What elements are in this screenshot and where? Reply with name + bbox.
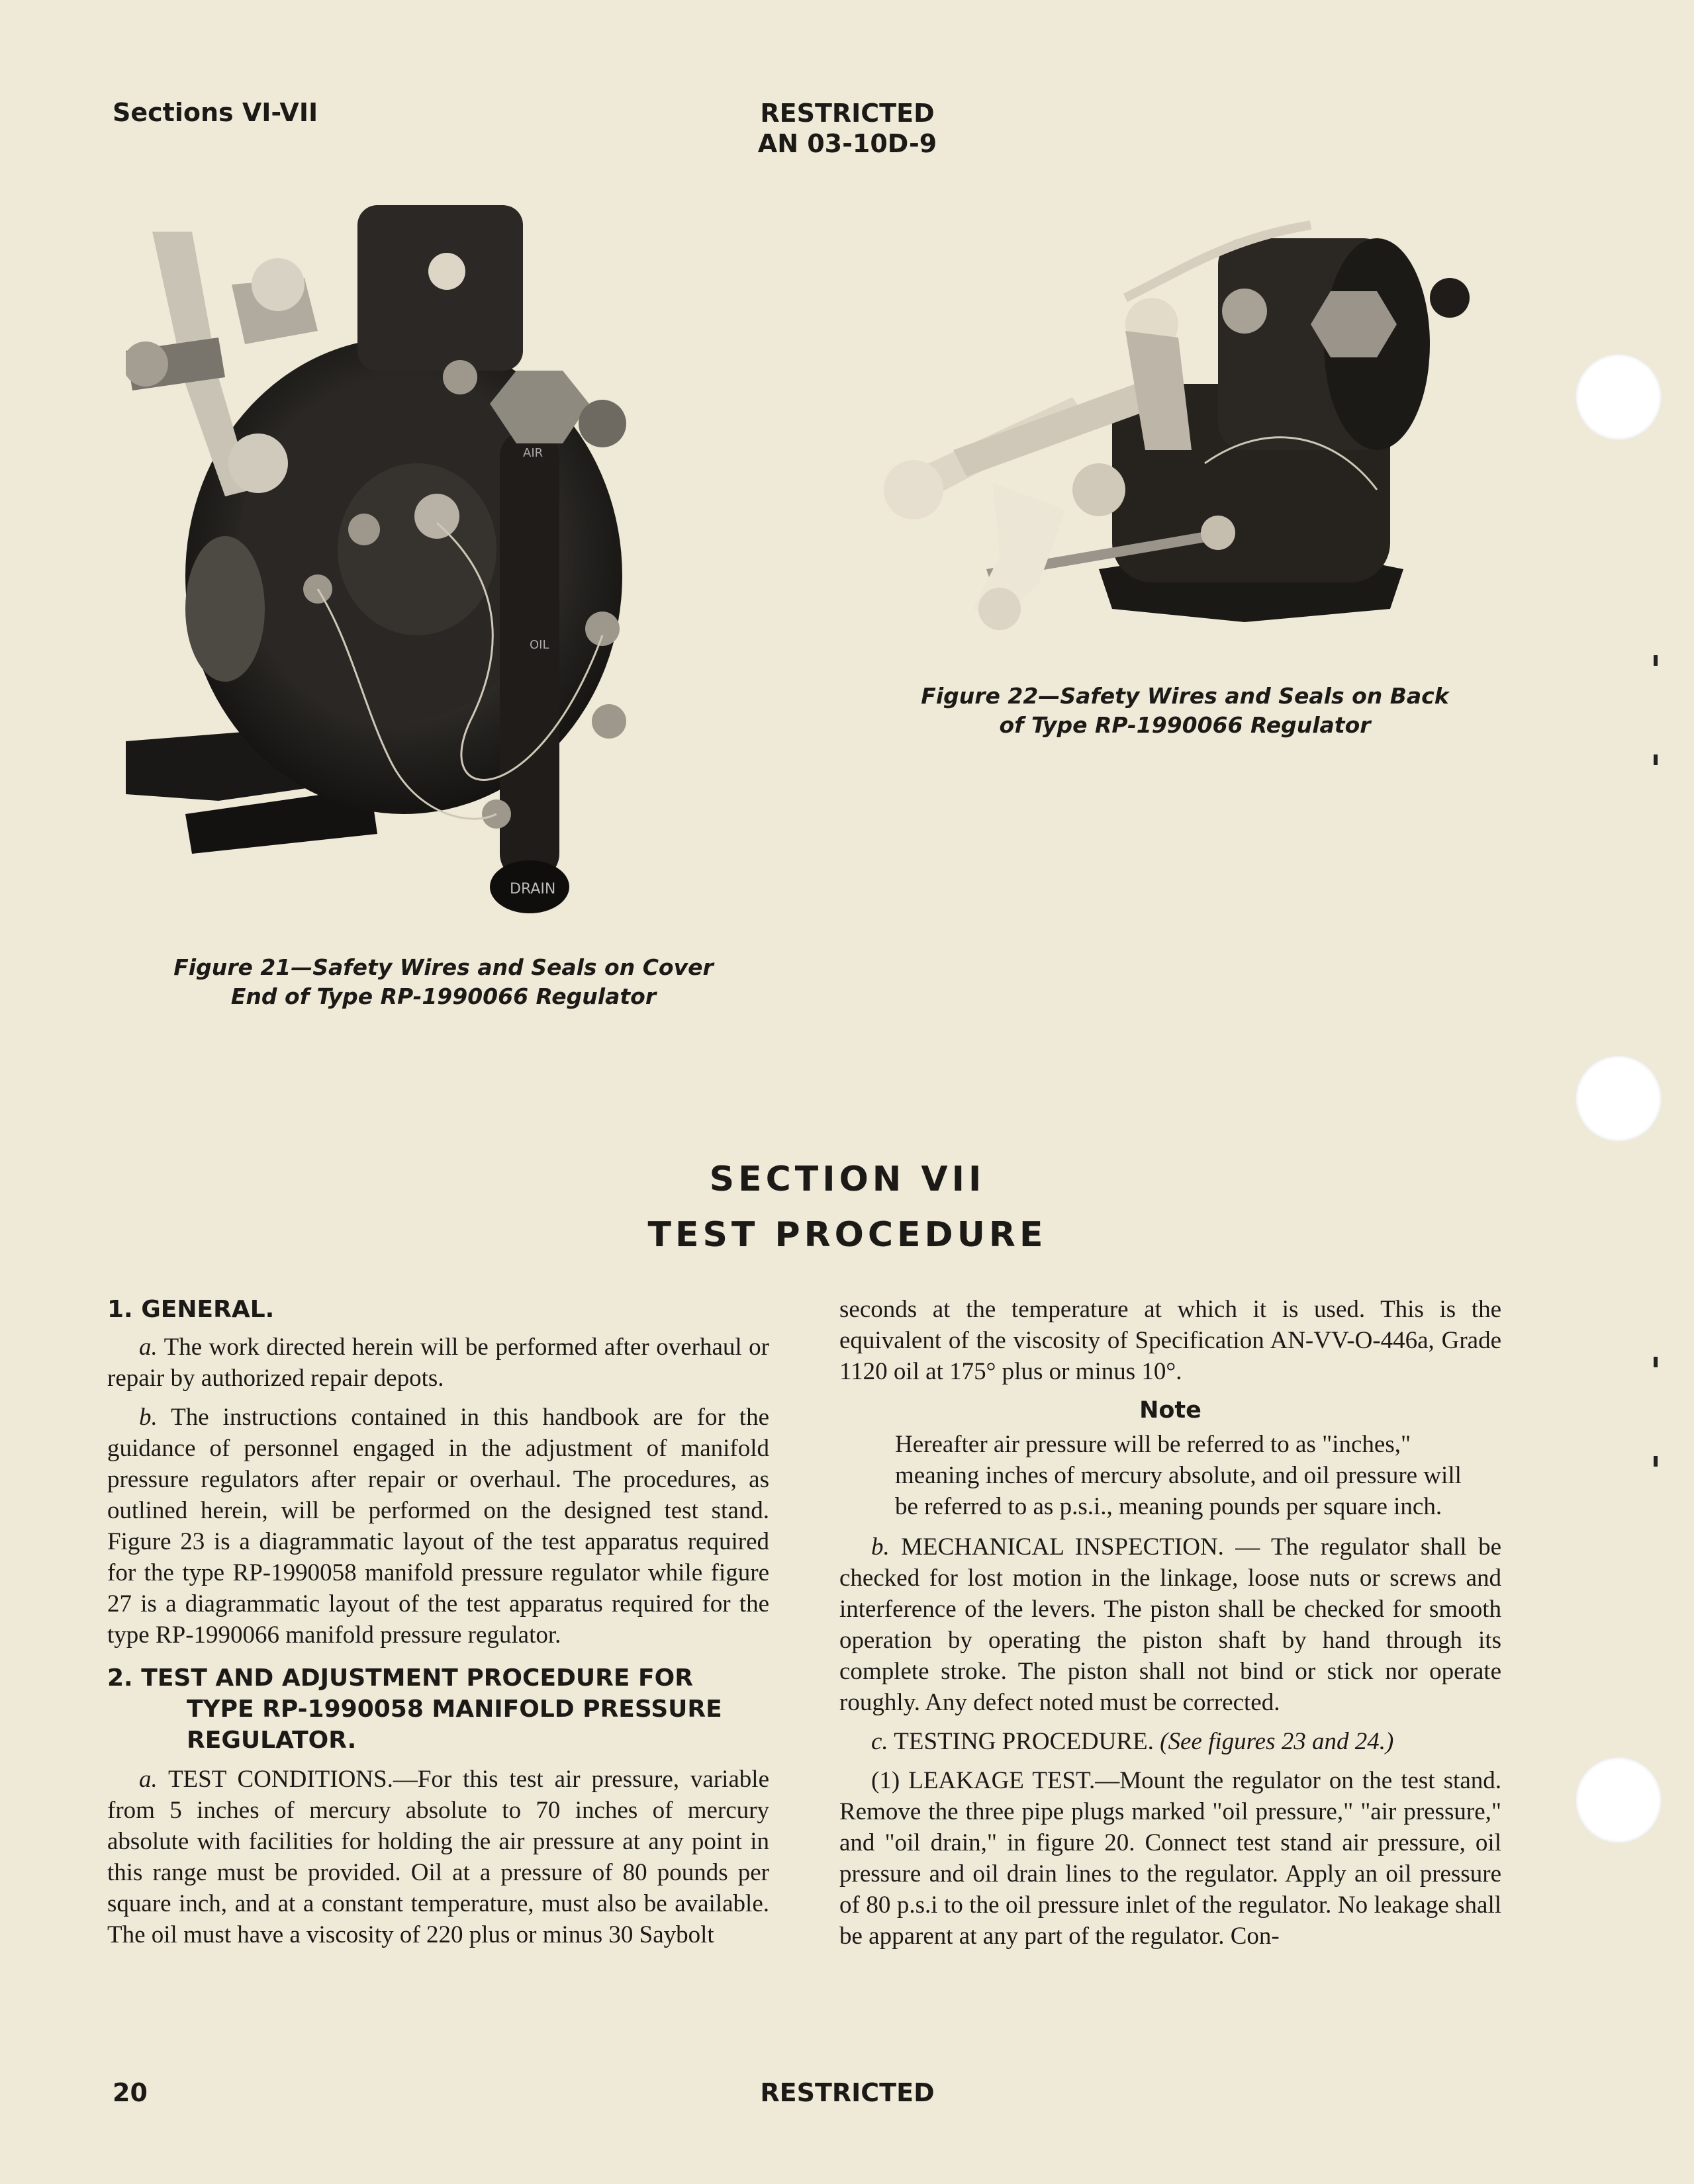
header-document-number: AN 03-10D-9 (757, 129, 937, 158)
paragraph-1a (107, 1332, 769, 1394)
paragraph-2a (107, 1764, 769, 1950)
text-2a: TEST CONDITIONS.—For this test air pressure, variable from 5 inches of mercury absolute to 70 inches of mercury absolute with facilities for holding the air pressure at any point in this range must be provided. Oil at a pressure of 80 pounds per square inch, and at a constant temperature, must also be available. The oil must have a viscosity of 220 plus or minus 30 Saybolt (107, 1766, 769, 1948)
label-1a: a. (139, 1334, 158, 1361)
figure-22-caption (887, 682, 1483, 740)
heading-general: 1. GENERAL. (107, 1296, 275, 1323)
heading-2-line2: TYPE RP-1990058 MANIFOLD PRESSURE (187, 1696, 722, 1723)
text-2c: TESTING PROCEDURE. (894, 1728, 1154, 1755)
oil-label: OIL (530, 638, 549, 652)
binder-tick (1654, 655, 1658, 666)
punch-hole-top (1576, 354, 1662, 440)
drain-label: DRAIN (510, 881, 556, 897)
label-1b: b. (139, 1404, 158, 1431)
paragraph-1b (107, 1402, 769, 1651)
heading-2-line3: REGULATOR. (187, 1727, 357, 1754)
punch-hole-bottom (1576, 1757, 1662, 1843)
figure-22-photo (874, 199, 1483, 675)
figure-21-photo (126, 179, 722, 927)
paragraph-2b (839, 1531, 1501, 1718)
text-2b: MECHANICAL INSPECTION. — The regulator shall be checked for lost motion in the linkage, loose nuts or screws and interference of the levers. The piston shall be checked for smooth operation by operating the piston shaft by hand through its complete stroke. The piston shall not bind or stick nor operate roughly. Any defect noted must be corrected. (839, 1533, 1501, 1716)
heading-2-line1: 2. TEST AND ADJUSTMENT PROCEDURE FOR (107, 1664, 693, 1692)
body-column-right (839, 1294, 1501, 1960)
figure-22-caption-line2: of Type RP-1990066 Regulator (999, 712, 1371, 738)
figure-22-caption-line1: Figure 22—Safety Wires and Seals on Back (921, 683, 1449, 709)
heading-test-adjustment (107, 1662, 769, 1756)
binder-tick (1654, 1456, 1658, 1467)
figure-21-caption-line2: End of Type RP-1990066 Regulator (230, 983, 657, 1009)
section-number: SECTION VII (709, 1160, 986, 1199)
note-heading: Note (1139, 1397, 1201, 1424)
figure-21-caption-line1: Figure 21—Safety Wires and Seals on Cover (173, 954, 714, 980)
air-label: AIR (523, 446, 543, 460)
section-heading (463, 1152, 1231, 1263)
label-2b: b. (871, 1533, 890, 1561)
punch-hole-middle (1576, 1056, 1662, 1142)
header-section-label: Sections VI-VII (113, 98, 318, 127)
body-column-left (107, 1294, 769, 1958)
page-number: 20 (113, 2078, 148, 2107)
paragraph-2c1: (1) LEAKAGE TEST.—Mount the regulator on the test stand. Remove the three pipe plugs marked "oil pressure," "air pressure," and "oil drain," in figure 20. Connect test stand air pressure, oil pressure and oil drain lines to the regulator. Apply an oil pressure of 80 p.s.i to the oil pressure inlet of the regulator. No leakage shall be apparent at any part of the regulator. Con- (839, 1767, 1501, 1950)
header-classification (715, 98, 980, 159)
figure-reference: (See figures 23 and 24.) (1160, 1728, 1394, 1755)
text-1b: The instructions contained in this handbook are for the guidance of personnel engaged in the adjustment of manifold pressure regulators after repair or overhaul. The procedures, as outlined herein, will be performed on the designed test stand. Figure 23 is a diagrammatic layout of the test apparatus required for the type RP-1990058 manifold pressure regulator while figure 27 is a diagrammatic layout of the test apparatus required for the type RP-1990066 manifold pressure regulator. (107, 1404, 769, 1649)
label-2a: a. (139, 1766, 158, 1793)
paragraph-2a-continued: seconds at the temperature at which it is used. This is the equivalent of the viscosity of Specification AN-VV-O-446a, Grade 1120 oil at 175° plus or minus 10°. (839, 1296, 1501, 1385)
footer-classification: RESTRICTED (760, 2078, 935, 2107)
header-restricted: RESTRICTED (760, 99, 935, 128)
label-2c: c. (871, 1728, 888, 1755)
binder-tick (1654, 1357, 1658, 1367)
note-body: Hereafter air pressure will be referred to as "inches," meaning inches of mercury absolute, and oil pressure will be referred to as p.s.i., meaning pounds per square inch. (895, 1431, 1462, 1520)
text-1a: The work directed herein will be performed after overhaul or repair by authorized repair depots. (107, 1334, 769, 1392)
figure-21-caption (152, 953, 735, 1011)
section-title: TEST PROCEDURE (647, 1215, 1047, 1255)
paragraph-2c (839, 1726, 1501, 1757)
binder-tick (1654, 754, 1658, 765)
